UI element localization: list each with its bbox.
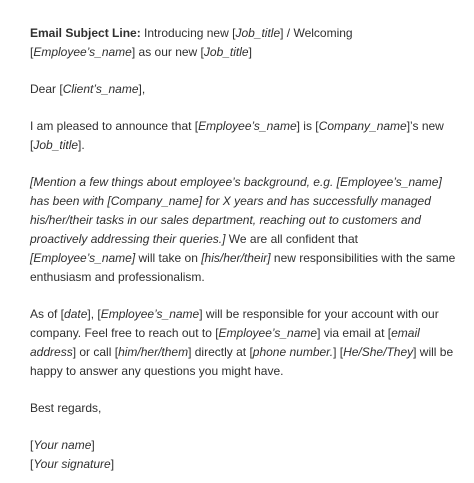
text: I am pleased to announce that [ xyxy=(30,119,199,133)
subject-line-paragraph xyxy=(30,24,460,62)
placeholder-job-title: Job_title xyxy=(33,138,79,152)
text: ] will be happy to answer any questions you might have. xyxy=(30,345,454,378)
text: Introducing new [ xyxy=(140,26,236,40)
signature-name-line xyxy=(30,436,460,455)
placeholder-job-title: Job_title xyxy=(235,26,281,40)
announcement-paragraph xyxy=(30,117,460,155)
text: ] xyxy=(91,438,95,452)
text: [ xyxy=(30,457,34,471)
text: ] / Welcoming [ xyxy=(30,26,353,59)
placeholder-email-address: email address xyxy=(30,326,420,359)
placeholder-date: date xyxy=(64,307,88,321)
text: ]’s new [ xyxy=(30,119,444,152)
placeholder-phone-number: phone number. xyxy=(252,345,334,359)
text: ], xyxy=(138,82,146,96)
text: ]. xyxy=(78,138,85,152)
placeholder-employee-name: Employee’s_name xyxy=(33,45,132,59)
text: ] as our new [ xyxy=(131,45,204,59)
placeholder-your-name: Your name xyxy=(33,438,92,452)
greeting-paragraph xyxy=(30,80,460,99)
closing-paragraph xyxy=(30,399,460,418)
text: ] will be responsible for your account with our company. Feel free to reach out to [ xyxy=(30,307,439,340)
text: [ xyxy=(30,438,34,452)
background-instruction: [Mention a few things about employee’s background, e.g. [Employee’s_name] has been with [Company_name] for X years and has successfully managed his/her/their tasks in our sales department, reaching out to customers and proactively addressing their queries.] xyxy=(30,175,442,246)
text: ] via email at [ xyxy=(317,326,392,340)
placeholder-employee-name: Employee’s_name xyxy=(198,119,297,133)
text: ], [ xyxy=(87,307,101,321)
text: As of [ xyxy=(30,307,65,321)
text: ] is [ xyxy=(296,119,319,133)
placeholder-company-name: Company_name xyxy=(318,119,407,133)
text: Dear [ xyxy=(30,82,63,96)
placeholder-employee-name: Employee’s_name xyxy=(100,307,200,321)
text: new responsibilities with the same enthusiasm and professionalism. xyxy=(30,251,456,284)
text: ] xyxy=(248,45,252,59)
text: ] directly at [ xyxy=(188,345,253,359)
text: ] xyxy=(110,457,115,471)
responsibility-paragraph xyxy=(30,305,460,381)
signature-line xyxy=(30,455,460,474)
text: will take on xyxy=(135,251,202,265)
text: ] [ xyxy=(333,345,344,359)
background-paragraph xyxy=(30,173,460,287)
placeholder-employee-name: [Employee’s_name] xyxy=(30,251,136,265)
placeholder-job-title: Job_title xyxy=(203,45,249,59)
placeholder-employee-name: Employee’s_name xyxy=(218,326,318,340)
text: We are all confident that xyxy=(225,232,358,246)
text: ] or call [ xyxy=(72,345,119,359)
placeholder-pronoun-subject: He/She/They xyxy=(343,345,414,359)
email-template-document xyxy=(30,24,460,474)
closing-text: Best regards, xyxy=(30,401,102,415)
placeholder-pronoun: [his/her/their] xyxy=(201,251,271,265)
placeholder-your-signature: Your signature xyxy=(33,457,111,471)
placeholder-pronoun: him/her/them xyxy=(118,345,189,359)
placeholder-client-name: Client’s_name xyxy=(62,82,139,96)
subject-line-label: Email Subject Line: xyxy=(30,26,141,40)
